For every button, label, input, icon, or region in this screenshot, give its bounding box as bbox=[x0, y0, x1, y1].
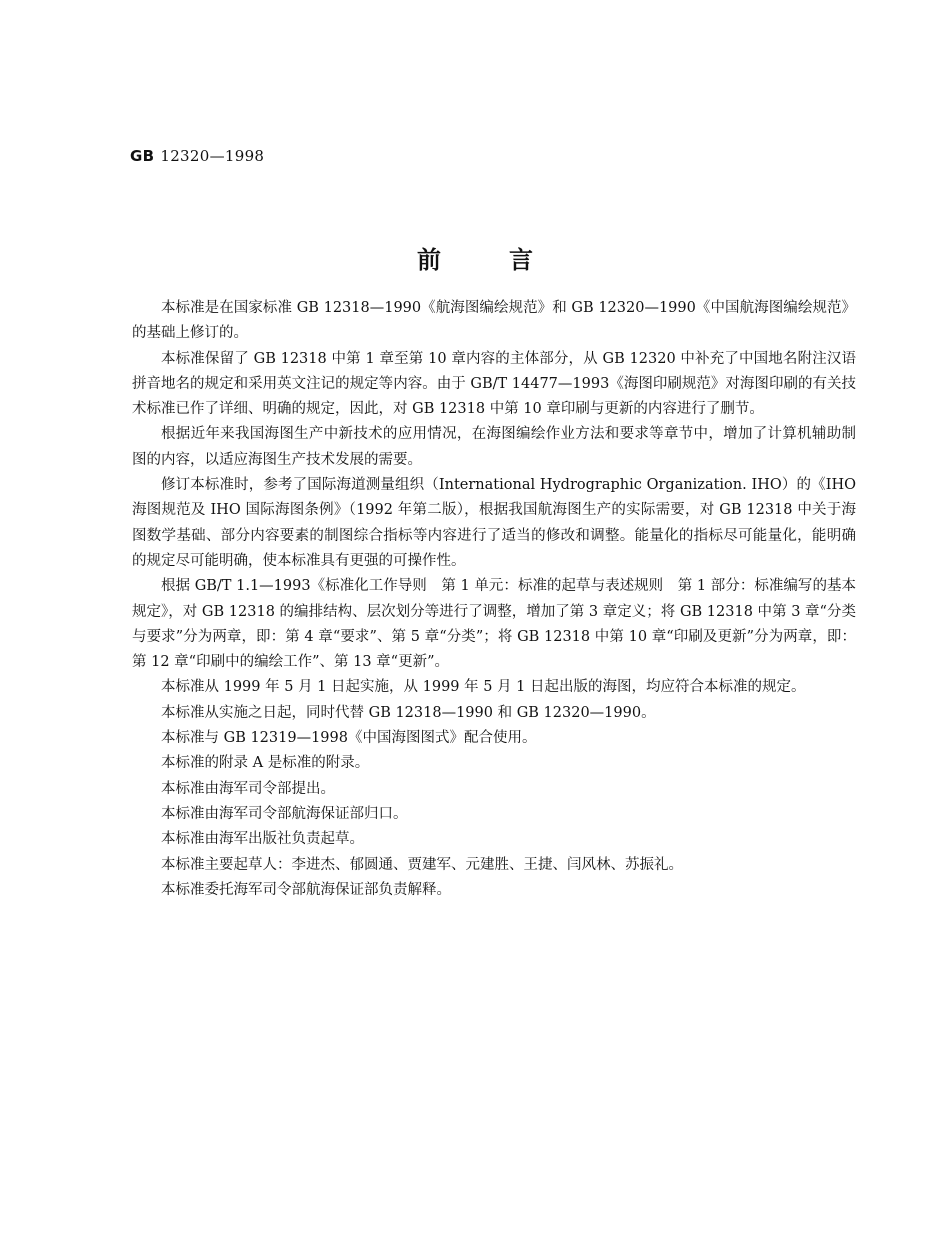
paragraph: 本标准是在国家标准 GB 12318—1990《航海图编绘规范》和 GB 12320—1990《中国航海图编绘规范》的基础上修订的。 bbox=[132, 300, 856, 342]
page-title: 前言 bbox=[417, 246, 601, 274]
paragraph: 本标准主要起草人：李进杰、郁圆通、贾建军、元建胜、王捷、闫风林、苏振礼。 bbox=[161, 856, 683, 873]
paragraph: 本标准由海军司令部提出。 bbox=[161, 780, 335, 797]
paragraph: 修订本标准时，参考了国际海道测量组织（International Hydrographic Organization. IHO）的《IHO 海图规范及 IHO 国际海图条例》（1992 年第二版），根据我国航海图生产的实际需要，对 GB 12318 中关于海图数学基础、部分内容要素的制图综合指标等内容进行了适当的修改和调整。能量化的指标尽可能量化，能明确的规定尽可能明确，使本标准具有更强的可操作性。 bbox=[132, 477, 856, 569]
foreword-body bbox=[132, 296, 856, 903]
paragraph: 本标准保留了 GB 12318 中第 1 章至第 10 章内容的主体部分，从 GB 12320 中补充了中国地名附注汉语拼音地名的规定和采用英文注记的规定等内容。由于 GB/T 14477—1993《海图印刷规范》对海图印刷的有关技术标准已作了详细、明确的规定，因此，对 GB 12318 中第 10 章印刷与更新的内容进行了删节。 bbox=[132, 350, 856, 418]
paragraph: 根据近年来我国海图生产中新技术的应用情况，在海图编绘作业方法和要求等章节中，增加了计算机辅助制图的内容，以适应海图生产技术发展的需要。 bbox=[132, 426, 856, 468]
paragraph: 本标准委托海军司令部航海保证部负责解释。 bbox=[161, 881, 451, 898]
paragraph: 根据 GB/T 1.1—1993《标准化工作导则 第 1 单元：标准的起草与表述规则 第 1 部分：标准编写的基本规定》，对 GB 12318 的编排结构、层次划分等进行了调整，增加了第 3 章定义；将 GB 12318 中第 3 章“分类与要求”分为两章，即：第 4 章“要求”、第 5 章“分类”；将 GB 12318 中第 10 章“印刷及更新”分为两章，即：第 12 章“印刷中的编绘工作”、第 13 章“更新”。 bbox=[132, 578, 856, 671]
paragraph: 本标准从实施之日起，同时代替 GB 12318—1990 和 GB 12320—1990。 bbox=[161, 704, 656, 721]
paragraph: 本标准的附录 A 是标准的附录。 bbox=[161, 755, 370, 772]
standard-code-prefix: GB bbox=[130, 147, 155, 165]
paragraph: 本标准由海军司令部航海保证部归口。 bbox=[161, 805, 408, 822]
standard-code bbox=[130, 147, 264, 165]
paragraph: 本标准与 GB 12319—1998《中国海图图式》配合使用。 bbox=[161, 730, 537, 747]
paragraph: 本标准由海军出版社负责起草。 bbox=[161, 831, 364, 848]
standard-code-number: 12320—1998 bbox=[160, 147, 265, 165]
paragraph: 本标准从 1999 年 5 月 1 日起实施，从 1999 年 5 月 1 日起出版的海图，均应符合本标准的规定。 bbox=[161, 679, 806, 696]
